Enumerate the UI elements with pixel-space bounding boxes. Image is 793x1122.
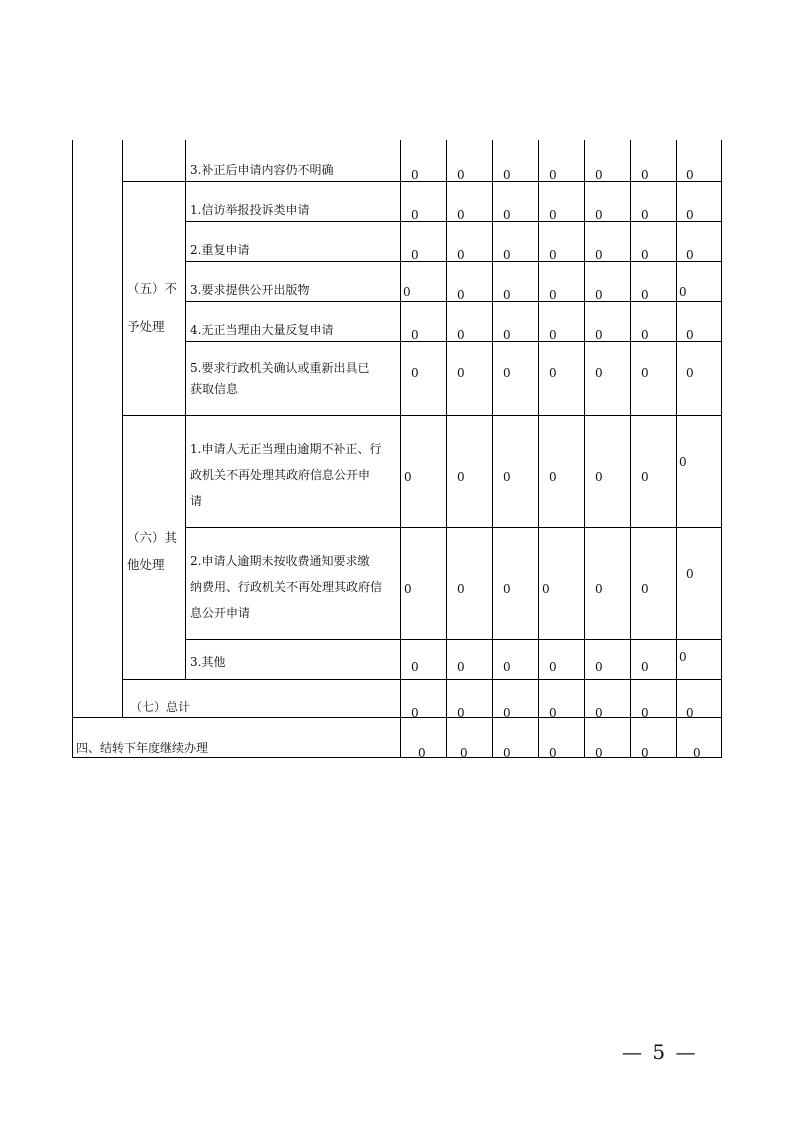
table-rule	[630, 140, 631, 758]
table-cell: 0	[686, 366, 694, 380]
category-five-line1: （五）不	[127, 281, 178, 296]
table-rule	[492, 140, 493, 758]
table-cell: 0	[549, 366, 557, 380]
table-cell: 0	[457, 660, 465, 674]
category-five-line2: 予处理	[127, 319, 165, 334]
table-cell: 0	[549, 168, 557, 182]
table-cell: 0	[686, 208, 694, 222]
table-cell: 0	[641, 328, 649, 342]
table-cell: 0	[686, 328, 694, 342]
table-cell: 0	[457, 328, 465, 342]
table-cell: 0	[686, 168, 694, 182]
table-cell: 0	[503, 248, 511, 262]
table-cell: 0	[641, 208, 649, 222]
table-cell: 0	[457, 208, 465, 222]
table-rule	[446, 140, 447, 758]
table-rule	[584, 140, 585, 758]
table-cell: 0	[404, 582, 412, 596]
table-cell: 0	[549, 288, 557, 302]
table-cell: 0	[549, 746, 557, 760]
table-cell: 0	[686, 248, 694, 262]
table-cell: 0	[641, 366, 649, 380]
table-cell: 0	[411, 248, 419, 262]
table-cell: 0	[641, 168, 649, 182]
table-cell: 0	[549, 208, 557, 222]
table-cell: 0	[686, 567, 694, 581]
row-label: （七）总计	[130, 700, 191, 714]
table-rule	[72, 140, 73, 758]
row-label: 2.申请人逾期未按收费通知要求缴	[190, 554, 370, 568]
table-cell: 0	[503, 746, 511, 760]
table-cell: 0	[503, 288, 511, 302]
table-cell: 0	[641, 746, 649, 760]
table-cell: 0	[595, 248, 603, 262]
table-cell: 0	[595, 328, 603, 342]
table-cell: 0	[549, 660, 557, 674]
table-cell: 0	[403, 285, 411, 299]
row-label: 息公开申请	[190, 606, 251, 620]
table-cell: 0	[457, 470, 465, 484]
table-cell: 0	[457, 706, 465, 720]
table-cell: 0	[595, 706, 603, 720]
table-cell: 0	[549, 706, 557, 720]
table-rule	[676, 140, 677, 758]
table-cell: 0	[595, 288, 603, 302]
row-label: 1.申请人无正当理由逾期不补正、行	[190, 442, 382, 456]
table-cell: 0	[503, 582, 511, 596]
table-cell: 0	[641, 706, 649, 720]
table-cell: 0	[686, 706, 694, 720]
row-label: 3.要求提供公开出版物	[190, 283, 310, 297]
table-cell: 0	[457, 248, 465, 262]
table-cell: 0	[411, 706, 419, 720]
table-cell: 0	[641, 248, 649, 262]
table-cell: 0	[641, 470, 649, 484]
category-six-line2: 他处理	[127, 557, 165, 572]
row-label: 四、结转下年度继续办理	[76, 741, 209, 755]
table-cell: 0	[595, 582, 603, 596]
row-label: 2.重复申请	[190, 243, 250, 257]
table-cell: 0	[503, 706, 511, 720]
table-cell: 0	[542, 582, 550, 596]
table-cell: 0	[460, 746, 468, 760]
row-label: 获取信息	[190, 382, 239, 396]
row-label: 3.补正后申请内容仍不明确	[190, 163, 334, 177]
table-rule	[122, 415, 722, 416]
table-cell: 0	[411, 168, 419, 182]
row-label: 1.信访举报投诉类申请	[190, 203, 310, 217]
table-cell: 0	[411, 366, 419, 380]
table-cell: 0	[457, 168, 465, 182]
table-rule	[400, 140, 401, 758]
table-cell: 0	[549, 248, 557, 262]
page-number: — 5 —	[622, 1040, 698, 1064]
table-cell: 0	[503, 168, 511, 182]
table-cell: 0	[595, 208, 603, 222]
table-cell: 0	[595, 366, 603, 380]
table-cell: 0	[549, 470, 557, 484]
table-cell: 0	[503, 660, 511, 674]
table-rule	[185, 527, 722, 528]
table-cell: 0	[595, 660, 603, 674]
table-cell: 0	[457, 288, 465, 302]
table-cell: 0	[411, 208, 419, 222]
table-rule	[721, 140, 722, 758]
category-six-line1: （六）其	[127, 530, 178, 545]
table-rule	[122, 140, 123, 718]
table-cell: 0	[404, 470, 412, 484]
table-cell: 0	[641, 288, 649, 302]
table-cell: 0	[503, 366, 511, 380]
row-label: 3.其他	[190, 655, 226, 669]
row-label: 4.无正当理由大量反复申请	[190, 323, 334, 337]
table-rule	[185, 639, 722, 640]
table-rule	[538, 140, 539, 758]
table-cell: 0	[549, 328, 557, 342]
row-label: 5.要求行政机关确认或重新出具已	[190, 361, 370, 375]
row-label: 政机关不再处理其政府信息公开申	[190, 468, 371, 482]
table-cell: 0	[595, 470, 603, 484]
table-cell: 0	[418, 746, 426, 760]
table-cell: 0	[679, 455, 687, 469]
row-label: 请	[190, 494, 203, 508]
table-cell: 0	[679, 285, 687, 299]
table-cell: 0	[679, 650, 687, 664]
row-label: 纳费用、行政机关不再处理其政府信	[190, 580, 383, 594]
table-cell: 0	[503, 328, 511, 342]
table-cell: 0	[411, 660, 419, 674]
table-rule	[185, 140, 186, 680]
table-rule	[122, 679, 722, 680]
table-cell: 0	[693, 746, 701, 760]
table-cell: 0	[595, 168, 603, 182]
table-cell: 0	[641, 660, 649, 674]
table-cell: 0	[641, 582, 649, 596]
table-cell: 0	[503, 470, 511, 484]
table-cell: 0	[457, 582, 465, 596]
table-cell: 0	[503, 208, 511, 222]
table-cell: 0	[595, 746, 603, 760]
table-cell: 0	[411, 328, 419, 342]
table-cell: 0	[457, 366, 465, 380]
